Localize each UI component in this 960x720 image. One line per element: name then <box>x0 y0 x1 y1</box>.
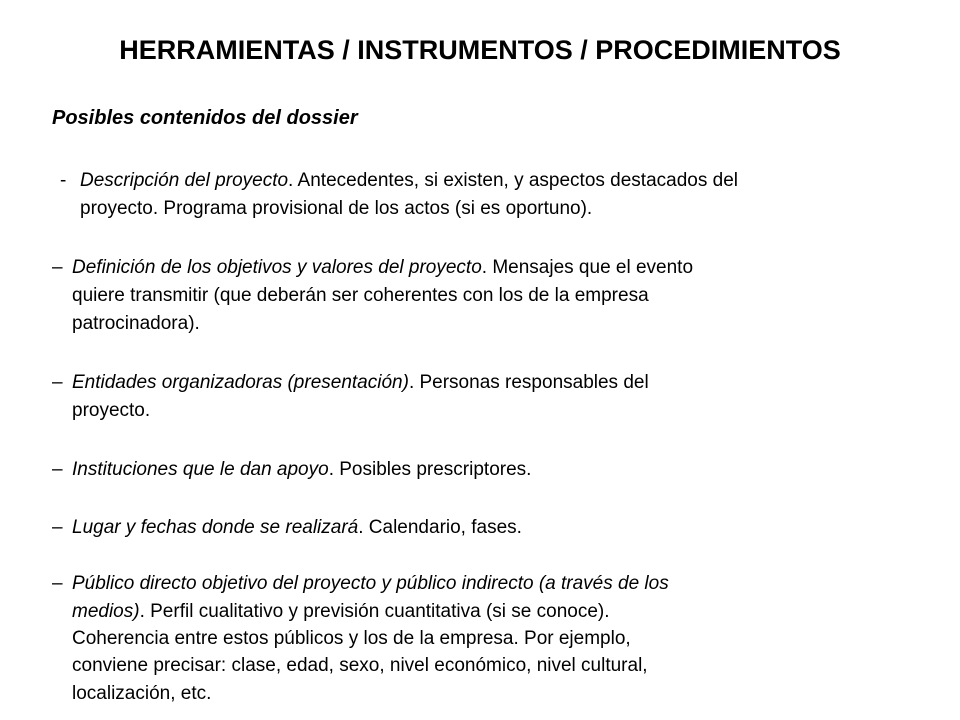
list-item-line: Instituciones que le dan apoyo. Posibles prescriptores. <box>72 459 532 480</box>
list-marker: - <box>60 170 67 191</box>
list-item-line: proyecto. Programa provisional de los actos (si es oportuno). <box>80 198 593 219</box>
list-item-line: patrocinadora). <box>72 313 200 334</box>
list-marker: – <box>52 372 63 393</box>
list-marker: – <box>52 257 63 278</box>
section-subtitle: Posibles contenidos del dossier <box>52 107 358 129</box>
list-item-line: proyecto. <box>72 400 151 421</box>
list-item-line: localización, etc. <box>72 683 212 704</box>
list-item-line: conviene precisar: clase, edad, sexo, nivel económico, nivel cultural, <box>72 655 648 676</box>
list-item-line: Descripción del proyecto. Antecedentes, si existen, y aspectos destacados del <box>80 170 738 191</box>
list-item-line: Definición de los objetivos y valores del proyecto. Mensajes que el evento <box>72 257 694 278</box>
list-item-line: Entidades organizadoras (presentación). Personas responsables del <box>72 372 649 393</box>
slide-title: HERRAMIENTAS / INSTRUMENTOS / PROCEDIMIENTOS <box>119 35 841 65</box>
list-item-line: quiere transmitir (que deberán ser coherentes con los de la empresa <box>72 285 649 306</box>
list-item-line: medios). Perfil cualitativo y previsión cuantitativa (si se conoce). <box>72 601 610 622</box>
list-marker: – <box>52 517 63 538</box>
list-marker: – <box>52 573 63 594</box>
list-item-line: Lugar y fechas donde se realizará. Calendario, fases. <box>72 517 522 538</box>
list-item-line: Público directo objetivo del proyecto y público indirecto (a través de los <box>72 573 669 594</box>
list-marker: – <box>52 459 63 480</box>
list-item-line: Coherencia entre estos públicos y los de la empresa. Por ejemplo, <box>72 628 631 649</box>
